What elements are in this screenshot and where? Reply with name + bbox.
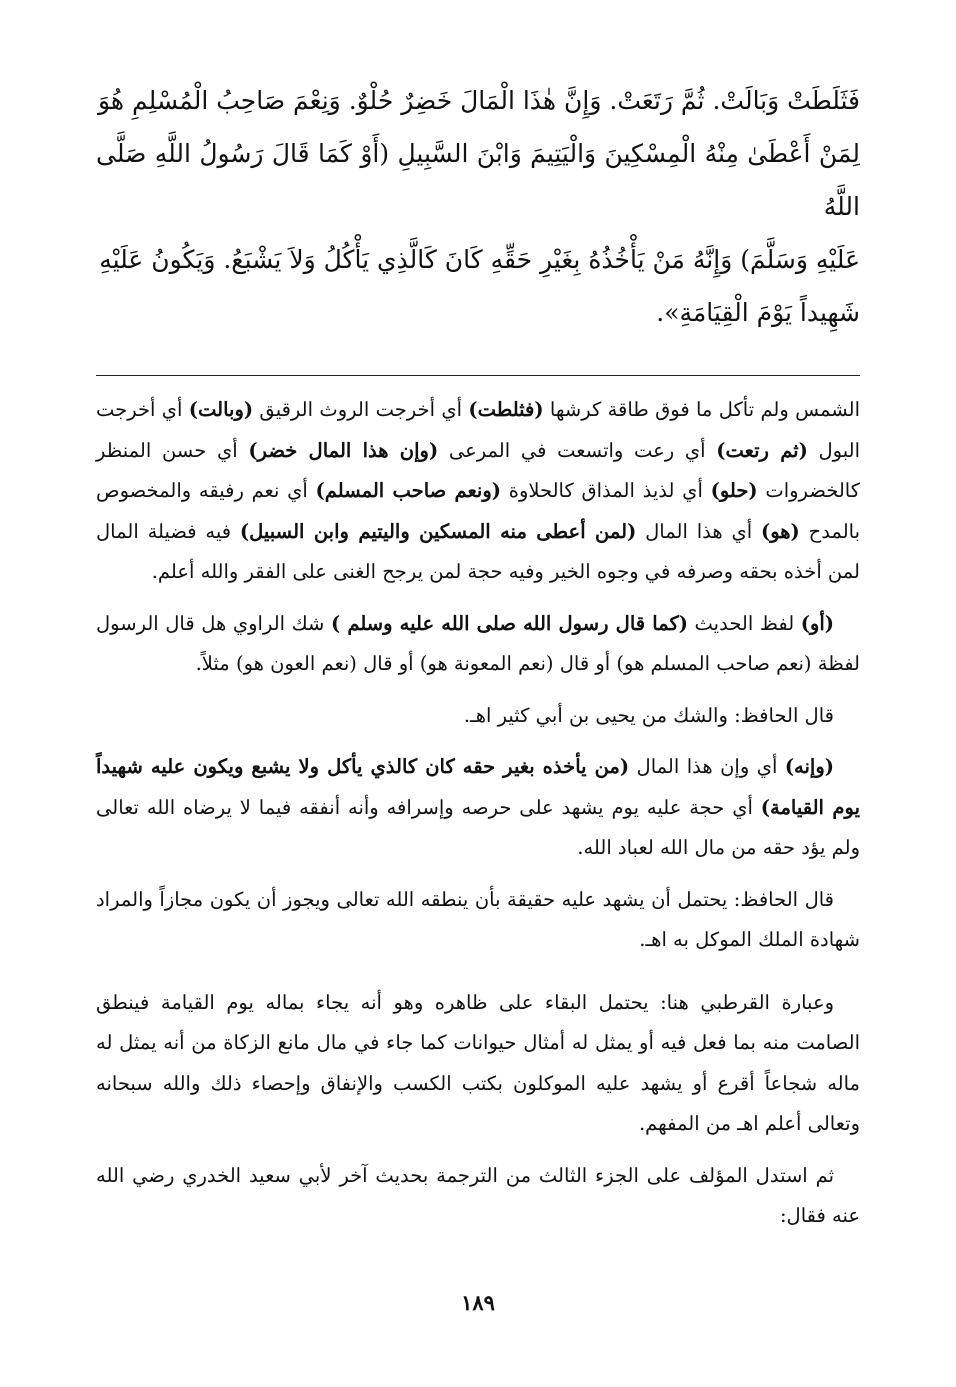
hadith-line: عَلَيْهِ وَسَلَّمَ) وَإِنَّهُ مَنْ يَأْخُذُهُ بِغَيْرِ حَقِّهِ كَانَ كَالَّذِي يَأْكُلُ وَلاَ يَشْبَعُ. وَيَكُونُ عَلَيْهِ — [99, 245, 860, 274]
commentary-paragraph — [96, 390, 860, 593]
separator-line — [96, 375, 860, 376]
text: قال الحافظ: يحتمل أن يشهد عليه حقيقة بأن ينطقه الله تعالى ويجوز أن يكون مجازاً والمراد شهادة الملك الموكل به اهـ. — [96, 887, 860, 951]
commentary — [96, 390, 860, 1237]
text: أي رعت واتسعت في المرعى — [438, 438, 717, 462]
commentary-paragraph — [96, 696, 860, 737]
quoted-phrase: (فثلطت) — [468, 398, 544, 421]
hadith-line: شَهِيداً يَوْمَ الْقِيَامَةِ». — [656, 298, 860, 327]
commentary-paragraph — [96, 1156, 860, 1237]
text: فيه فضيلة المال لمن أخذه بحقه وصرفه في وجوه الخير وفيه حجة لمن يرجح الغنى على الفقر والله أعلم. — [96, 519, 860, 583]
text: أي أخرجت البول — [96, 398, 861, 462]
quoted-phrase: (لمن أعطى منه المسكين واليتيم وابن السبيل) — [239, 519, 637, 543]
text: أي أخرجت الروث الرقيق — [253, 398, 469, 421]
quoted-phrase: (وإن هذا المال خضر) — [248, 438, 439, 462]
quoted-phrase: (وبالت) — [188, 398, 254, 421]
text: أي حجة عليه يوم يشهد على حرصه وإسرافه وأنه أنفقه فيما لا يرضاه الله تعالى ولم يؤد حقه من مال الله لعباد الله. — [96, 795, 860, 859]
text: شك الراوي هل قال الرسول لفظة (نعم صاحب المسلم هو) أو قال (نعم المعونة هو) أو قال (نعم العون هو) مثلاً. — [96, 611, 860, 675]
hadith-line: لِمَنْ أَعْطَىٰ مِنْهُ الْمِسْكِينَ وَالْيَتِيمَ وَابْنَ السَّبِيلِ (أَوْ كَمَا قَالَ رَسُولُ اللَّهِ صَلَّى اللَّهُ — [96, 139, 860, 221]
quoted-phrase: (وإنه) — [784, 755, 834, 778]
text: لفظ الحديث — [687, 611, 801, 635]
commentary-paragraph — [96, 983, 860, 1145]
commentary-paragraph — [96, 604, 860, 685]
quoted-phrase: (من يأخذه بغير حقه كان كالذي يأكل ولا يشبع ويكون عليه شهيداً يوم القيامة) — [96, 755, 861, 819]
commentary-paragraph — [96, 747, 860, 869]
text: وعبارة القرطبي هنا: يحتمل البقاء على ظاهره وهو أنه يجاء بماله يوم القيامة فينطق الصامت منه بما فعل فيه أو يمثل له أمثال حيوانات كما جاء في مال مانع الزكاة من أنه يمثل له ماله شجاعاً أقرع أو يشهد عليه الموكلون بكتب الكسب والإنفاق وإحصاء ذلك والله سبحانه وتعالى أعلم اهـ من المفهم. — [96, 990, 860, 1135]
text: قال الحافظ: والشك من يحيى بن أبي كثير اهـ. — [463, 703, 834, 727]
text: ثم استدل المؤلف على الجزء الثالث من الترجمة بحديث آخر لأبي سعيد الخدري رضي الله عنه فقال: — [96, 1163, 860, 1227]
quoted-phrase: (ثم رتعت) — [716, 438, 808, 462]
quoted-phrase: (ونعم صاحب المسلم) — [315, 479, 502, 502]
text: أي نعم رفيقه والمخصوص بالمدح — [96, 479, 861, 543]
quoted-phrase: (أو) — [800, 611, 834, 635]
text: أي وإن هذا المال — [629, 755, 785, 778]
text: الشمس ولم تأكل ما فوق طاقة كرشها — [543, 398, 861, 421]
hadith-text — [96, 74, 860, 339]
quoted-phrase: (كما قال رسول الله صلى الله عليه وسلم ) — [330, 611, 688, 635]
text: أي هذا المال — [636, 519, 761, 543]
quoted-phrase: (هو) — [760, 519, 800, 543]
text: أي لذيذ المذاق كالحلاوة — [501, 479, 711, 502]
quoted-phrase: (حلو) — [710, 479, 758, 502]
hadith-line: فَثَلَطَتْ وَبَالَتْ. ثُمَّ رَتَعَتْ. وَإِنَّ هٰذَا الْمَالَ خَضِرٌ حُلْوٌ. وَنِعْمَ صَاحِبُ الْمُسْلِمِ هُوَ — [98, 86, 860, 115]
text: أي حسن المنظر كالخضروات — [96, 438, 860, 502]
commentary-paragraph — [96, 880, 860, 961]
page-number: ١٨٩ — [461, 1290, 495, 1315]
